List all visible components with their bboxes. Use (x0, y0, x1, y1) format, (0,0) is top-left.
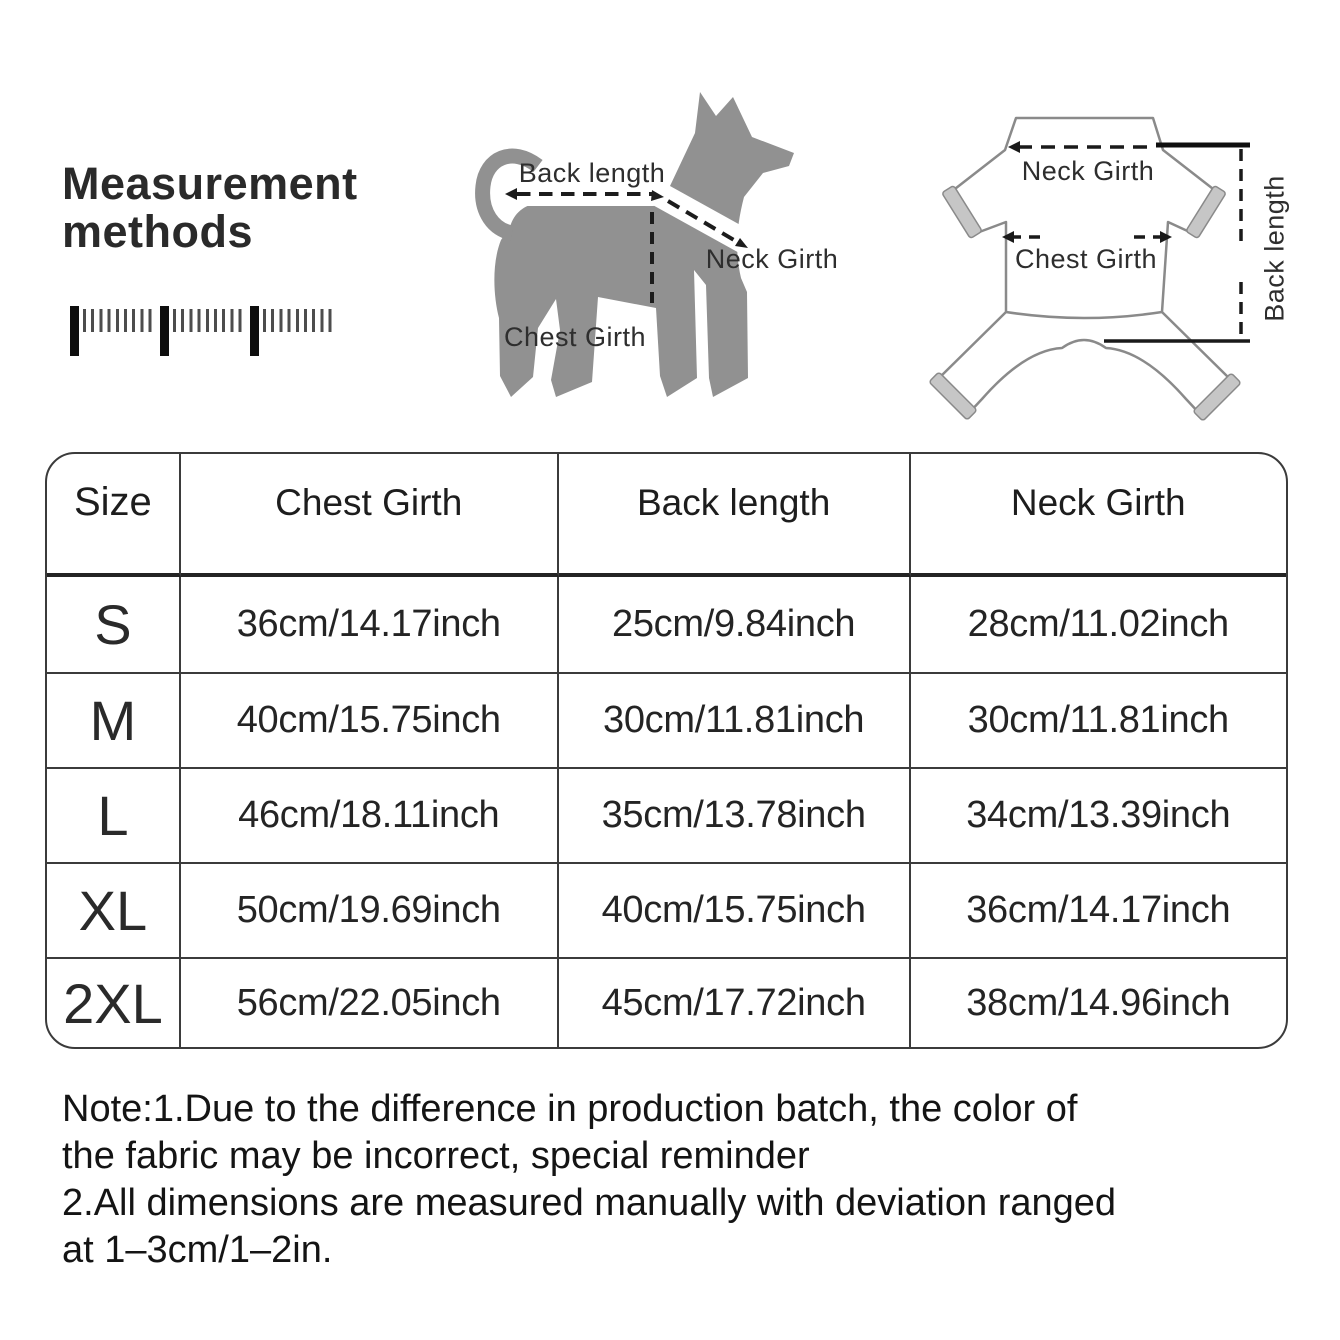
table-cell-l-size: L (47, 769, 181, 864)
note-line: the fabric may be incorrect, special reminder (62, 1135, 810, 1178)
table-cell-s-chest: 36cm/14.17inch (181, 577, 559, 674)
table-cell-2xl-chest: 56cm/22.05inch (181, 959, 559, 1047)
table-header-back-length: Back length (559, 454, 911, 577)
table-cell-2xl-back: 45cm/17.72inch (559, 959, 911, 1047)
table-cell-xl-size: XL (47, 864, 181, 959)
note-line: Note:1.Due to the difference in production batch, the color of (62, 1088, 1078, 1130)
ruler-major-tick (70, 306, 79, 356)
garment-neck-girth-label: Neck Girth (1021, 156, 1155, 186)
table-cell-l-neck: 34cm/13.39inch (911, 769, 1286, 864)
dog-neck-girth-label: Neck Girth (705, 244, 839, 274)
ruler-minor-ticks (173, 309, 247, 332)
size-table (45, 452, 1288, 1049)
notes (62, 1086, 1307, 1274)
table-cell-s-neck: 28cm/11.02inch (911, 577, 1286, 674)
page-title (62, 160, 522, 256)
table-cell-m-size: M (47, 674, 181, 769)
ruler-minor-ticks (263, 309, 337, 332)
table-cell-2xl-size: 2XL (47, 959, 181, 1047)
ruler-major-tick (160, 306, 169, 356)
table-cell-l-back: 35cm/13.78inch (559, 769, 911, 864)
table-cell-s-size: S (47, 577, 181, 674)
table-cell-m-chest: 40cm/15.75inch (181, 674, 559, 769)
ruler-minor-ticks (83, 309, 157, 332)
note-line: 2.All dimensions are measured manually with deviation ranged (62, 1182, 1117, 1225)
ruler-icon (70, 306, 340, 356)
dog-chest-girth-label: Chest Girth (503, 322, 647, 352)
page-title-line2: methods (62, 206, 254, 258)
table-cell-m-back: 30cm/11.81inch (559, 674, 911, 769)
table-header-chest-girth: Chest Girth (181, 454, 559, 577)
ruler-major-tick (250, 306, 259, 356)
table-cell-xl-chest: 50cm/19.69inch (181, 864, 559, 959)
table-header-size: Size (47, 454, 181, 577)
garment-back-length-label: Back length (1259, 175, 1290, 322)
garment-chest-girth-label: Chest Girth (1014, 244, 1158, 274)
table-cell-s-back: 25cm/9.84inch (559, 577, 911, 674)
table-cell-m-neck: 30cm/11.81inch (911, 674, 1286, 769)
table-header-neck-girth: Neck Girth (911, 454, 1286, 577)
dog-back-length-label: Back length (518, 158, 666, 188)
page-title-line1: Measurement (62, 158, 358, 209)
table-cell-l-chest: 46cm/18.11inch (181, 769, 559, 864)
note-line: at 1–3cm/1–2in. (62, 1229, 333, 1272)
table-cell-xl-back: 40cm/15.75inch (559, 864, 911, 959)
table-cell-2xl-neck: 38cm/14.96inch (966, 981, 1231, 1024)
table-cell-xl-neck: 36cm/14.17inch (911, 864, 1286, 959)
